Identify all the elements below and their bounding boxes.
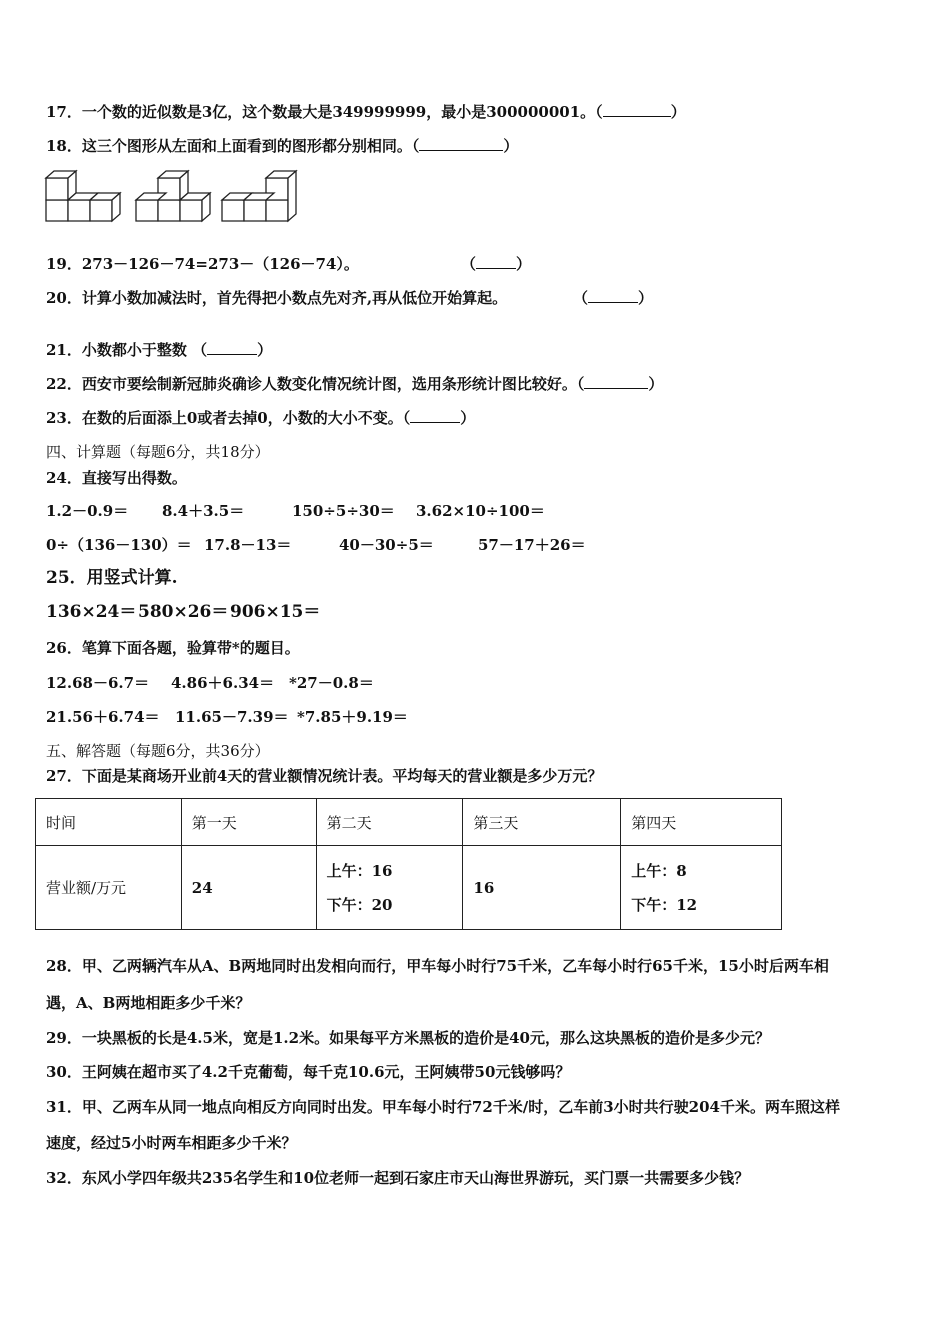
day4-afternoon: 下午：12 [631,895,698,914]
q24-item-4: 3.62×10÷100＝ [416,502,545,520]
question-17-text: 17．一个数的近似数是3亿，这个数最大是349999999，最小是300000001。（ [46,103,603,121]
question-19-answer: （ ） [461,255,532,273]
question-24-title: 24．直接写出得数。 [46,469,187,487]
q25-item-2: 580×26＝ [138,602,229,622]
question-31-line2: 速度，经过5小时两车相距多少千米？ [46,1134,297,1152]
question-19 [46,254,359,274]
q25-item-1: 136×24＝ [46,602,137,622]
question-20 [46,288,507,308]
answer-blank-20[interactable] [588,288,638,303]
answer-blank-17[interactable] [603,102,671,117]
question-28-line2: 遇，A、B两地相距多少千米？ [46,994,251,1012]
q24-item-2: 8.4＋3.5＝ [162,502,245,520]
q26-item-5: 11.65－7.39＝ [175,708,289,726]
table-header-cell: 第一天 [181,799,316,846]
table-cell-day1: 24 [181,846,316,930]
question-20-text: 20．计算小数加减法时，首先得把小数点先对齐,再从低位开始算起。 [46,289,508,307]
answer-blank-18[interactable] [419,136,503,151]
q26-item-2: 4.86＋6.34＝ [171,674,275,692]
day2-morning: 上午：16 [326,861,393,880]
table-header-cell: 第二天 [316,799,463,846]
q24-item-5: 0÷（136－130）＝ [46,536,192,554]
q25-item-3: 906×15＝ [230,602,321,622]
question-26-title: 26．笔算下面各题，验算带*的题目。 [46,639,300,657]
table-row [36,846,782,930]
question-29: 29．一块黑板的长是4.5米，宽是1.2米。如果每平方米黑板的造价是40元，那么这块黑板的造价是多少元？ [46,1029,770,1047]
section-4-heading: 四、计算题（每题6分，共18分） [46,443,270,461]
cube-figures [44,168,304,224]
question-18-text: 18．这三个图形从左面和上面看到的图形都分别相同。（ [46,137,420,155]
cube-figure-3 [222,171,296,221]
q24-item-8: 57－17＋26＝ [478,536,586,554]
question-27-title: 27．下面是某商场开业前4天的营业额情况统计表。平均每天的营业额是多少万元？ [46,767,603,785]
cube-figure-1 [46,171,120,221]
answer-blank-22[interactable] [584,374,648,389]
table-header-cell: 时间 [36,799,182,846]
q26-item-6: *7.85＋9.19＝ [297,708,408,726]
question-21-text: 21．小数都小于整数 （ [46,341,208,359]
q26-item-3: *27－0.8＝ [289,674,374,692]
question-19-text: 19．273－126－74=273－（126－74）。 [46,255,359,273]
table-header-cell: 第三天 [463,799,621,846]
cube-figure-2 [136,171,210,221]
answer-blank-23[interactable] [410,408,460,423]
table-header-row [36,799,782,846]
question-17: 17．一个数的近似数是3亿，这个数最大是349999999，最小是300000001。（ ） [46,103,686,121]
answer-blank-19[interactable] [476,254,516,269]
table-cell-day4 [621,846,782,930]
q24-item-6: 17.8－13＝ [204,536,292,554]
question-18: 18．这三个图形从左面和上面看到的图形都分别相同。（ ） [46,137,519,155]
question-22-text: 22．西安市要绘制新冠肺炎确诊人数变化情况统计图，选用条形统计图比较好。（ [46,375,585,393]
section-5-heading: 五、解答题（每题6分，共36分） [46,742,270,760]
question-20-answer: （ ） [573,289,654,307]
revenue-table [35,798,782,930]
answer-blank-21[interactable] [207,340,257,355]
day2-afternoon: 下午：20 [326,895,393,914]
q26-item-1: 12.68－6.7＝ [46,674,150,692]
table-header-cell: 第四天 [621,799,782,846]
question-23-text: 23．在数的后面添上0或者去掉0，小数的大小不变。（ [46,409,411,427]
q26-item-4: 21.56＋6.74＝ [46,708,160,726]
q24-item-7: 40－30÷5＝ [339,536,434,554]
question-31-line1: 31．甲、乙两车从同一地点向相反方向同时出发。甲车每小时行72千米/时，乙车前3小时共行驶204千米。两车照这样 [46,1098,840,1116]
table-row-label: 营业额/万元 [36,846,182,930]
question-22: 22．西安市要绘制新冠肺炎确诊人数变化情况统计图，选用条形统计图比较好。（ ） [46,375,664,393]
question-30: 30．王阿姨在超市买了4.2千克葡萄，每千克10.6元，王阿姨带50元钱够吗？ [46,1063,571,1081]
table-cell-day3: 16 [463,846,621,930]
day4-morning: 上午：8 [631,861,687,880]
question-28-line1: 28．甲、乙两辆汽车从A、B两地同时出发相向而行，甲车每小时行75千米，乙车每小时行65千米，15小时后两车相 [46,957,829,975]
q24-item-3: 150÷5÷30＝ [292,502,395,520]
question-23: 23．在数的后面添上0或者去掉0，小数的大小不变。（ ） [46,409,476,427]
q24-item-1: 1.2－0.9＝ [46,502,129,520]
question-21: 21．小数都小于整数 （ ） [46,341,273,359]
table-cell-day2 [316,846,463,930]
question-25-title: 25．用竖式计算. [46,568,178,588]
question-32: 32．东风小学四年级共235名学生和10位老师一起到石家庄市天山海世界游玩，买门票一共需要多少钱？ [46,1169,750,1187]
